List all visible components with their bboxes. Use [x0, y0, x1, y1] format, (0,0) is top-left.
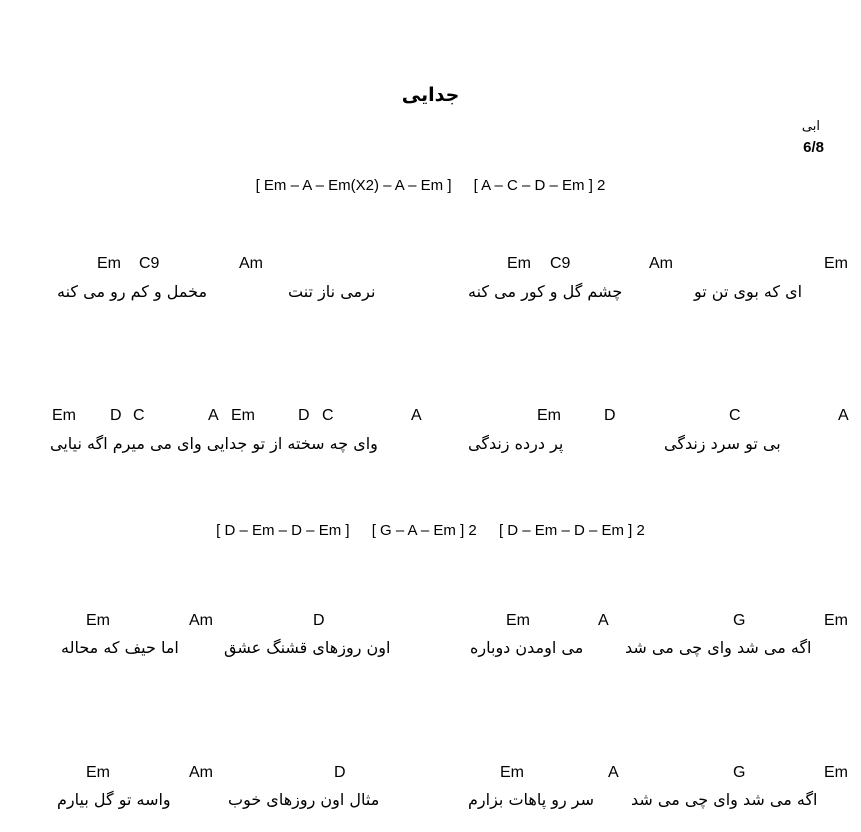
song-title: جدایی	[401, 84, 460, 106]
progression-group: [ A – C – D – Em ] 2	[473, 177, 606, 194]
chord: C9	[139, 255, 160, 272]
chord: Em	[506, 612, 530, 629]
chord: Em	[507, 255, 531, 272]
lyric-line: اما حیف که محاله	[61, 638, 179, 657]
chord: D	[110, 407, 122, 424]
chord: A	[838, 407, 849, 424]
chord: Em	[824, 255, 848, 272]
chord: C	[729, 407, 741, 424]
lyric-line: پر درده زندگی	[468, 434, 564, 453]
lyric-line: وای چه سخته از تو جدایی وای می میرم اگه نیایی	[50, 434, 378, 453]
chord: C	[133, 407, 145, 424]
intro-progression	[0, 177, 861, 194]
chord: Em	[231, 407, 255, 424]
chord: A	[598, 612, 609, 629]
progression-group: [ Em – A – Em(X2) – A – Em ]	[255, 177, 452, 194]
chord: Em	[537, 407, 561, 424]
bridge-progression	[0, 522, 861, 539]
chord: Em	[86, 764, 110, 781]
chord: D	[604, 407, 616, 424]
lyric-line: واسه تو گل بیارم	[57, 790, 171, 809]
lyric-line: اگه می شد وای چی می شد	[625, 638, 812, 657]
lyric-line: بی تو سرد زندگی	[664, 434, 781, 453]
lyric-line: ای که بوی تن تو	[694, 282, 803, 301]
chord: Em	[824, 764, 848, 781]
chord: Em	[824, 612, 848, 629]
chord: C9	[550, 255, 571, 272]
chord: D	[334, 764, 346, 781]
chord: Am	[189, 764, 213, 781]
chord: G	[733, 764, 746, 781]
chord: Am	[649, 255, 673, 272]
lyric-line: می اومدن دوباره	[470, 638, 584, 657]
chord: Em	[97, 255, 121, 272]
progression-group: [ D – Em – D – Em ]	[216, 522, 350, 539]
lyric-line: اون روزهای قشنگ عشق	[224, 638, 391, 657]
chord: G	[733, 612, 746, 629]
artist-name: ابی	[801, 119, 820, 134]
lyric-line: چشم گل و کور می کنه	[468, 282, 623, 301]
chord: D	[298, 407, 310, 424]
chord: Em	[86, 612, 110, 629]
chord: A	[608, 764, 619, 781]
lyric-line: سر رو پاهات بزارم	[468, 790, 595, 809]
chord: Am	[239, 255, 263, 272]
chord: A	[208, 407, 219, 424]
lyric-line: مثال اون روزهای خوب	[228, 790, 380, 809]
chord: C	[322, 407, 334, 424]
chord: A	[411, 407, 422, 424]
chord: D	[313, 612, 325, 629]
chord: Em	[52, 407, 76, 424]
lyric-line: مخمل و کم رو می کنه	[57, 282, 208, 301]
progression-group: [ D – Em – D – Em ] 2	[498, 522, 645, 539]
time-signature: 6/8	[803, 139, 824, 156]
lyric-line: اگه می شد وای چی می شد	[631, 790, 818, 809]
lyric-line: نرمی ناز تنت	[288, 282, 376, 301]
chord: Em	[500, 764, 524, 781]
chord: Am	[189, 612, 213, 629]
progression-group: [ G – A – Em ] 2	[371, 522, 477, 539]
